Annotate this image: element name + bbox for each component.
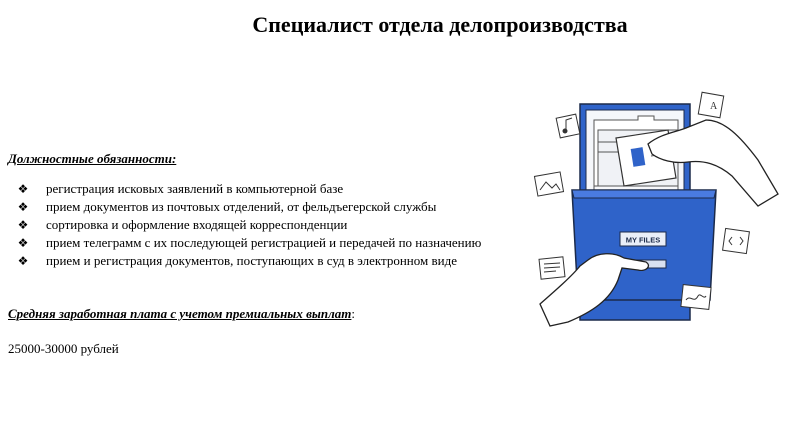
code-icon: [723, 228, 750, 253]
signature-icon: [681, 285, 711, 310]
duty-text: сортировка и оформление входящей корреспонденции: [46, 217, 348, 232]
duty-text: прием документов из почтовых отделений, от фельдъегерской службы: [46, 199, 437, 214]
music-note-icon: [556, 114, 580, 138]
text-icon: [698, 92, 723, 117]
diamond-bullet-icon: ❖: [17, 218, 29, 232]
duty-text: прием и регистрация документов, поступающих в суд в электронном виде: [46, 253, 457, 268]
salary-value: 25000-30000 рублей: [8, 341, 119, 356]
list-item: [16, 198, 486, 216]
list-item: [16, 216, 486, 234]
image-icon: [534, 172, 563, 196]
salary-heading-text: Средняя заработная плата с учетом премиальных выплат: [8, 306, 352, 321]
list-item: [16, 252, 486, 270]
duties-list: [16, 180, 486, 270]
list-item: [16, 234, 486, 252]
page-title: Специалист отдела делопроизводства: [252, 12, 628, 37]
drawer-label: MY FILES: [625, 235, 661, 245]
salary-heading: [8, 306, 355, 322]
diamond-bullet-icon: ❖: [17, 200, 29, 214]
diamond-bullet-icon: ❖: [17, 254, 29, 268]
document-lines-icon: [539, 257, 565, 279]
diamond-bullet-icon: ❖: [17, 236, 29, 250]
list-item: [16, 180, 486, 198]
duties-heading: Должностные обязанности:: [8, 151, 177, 166]
duty-text: прием телеграмм с их последующей регистрацией и передачей по назначению: [46, 235, 482, 250]
salary-heading-colon: :: [351, 306, 356, 321]
duty-text: регистрация исковых заявлений в компьютерной базе: [46, 181, 344, 196]
file-cabinet-illustration: [528, 90, 790, 340]
diamond-bullet-icon: ❖: [17, 182, 29, 196]
svg-text:A: A: [710, 101, 718, 112]
